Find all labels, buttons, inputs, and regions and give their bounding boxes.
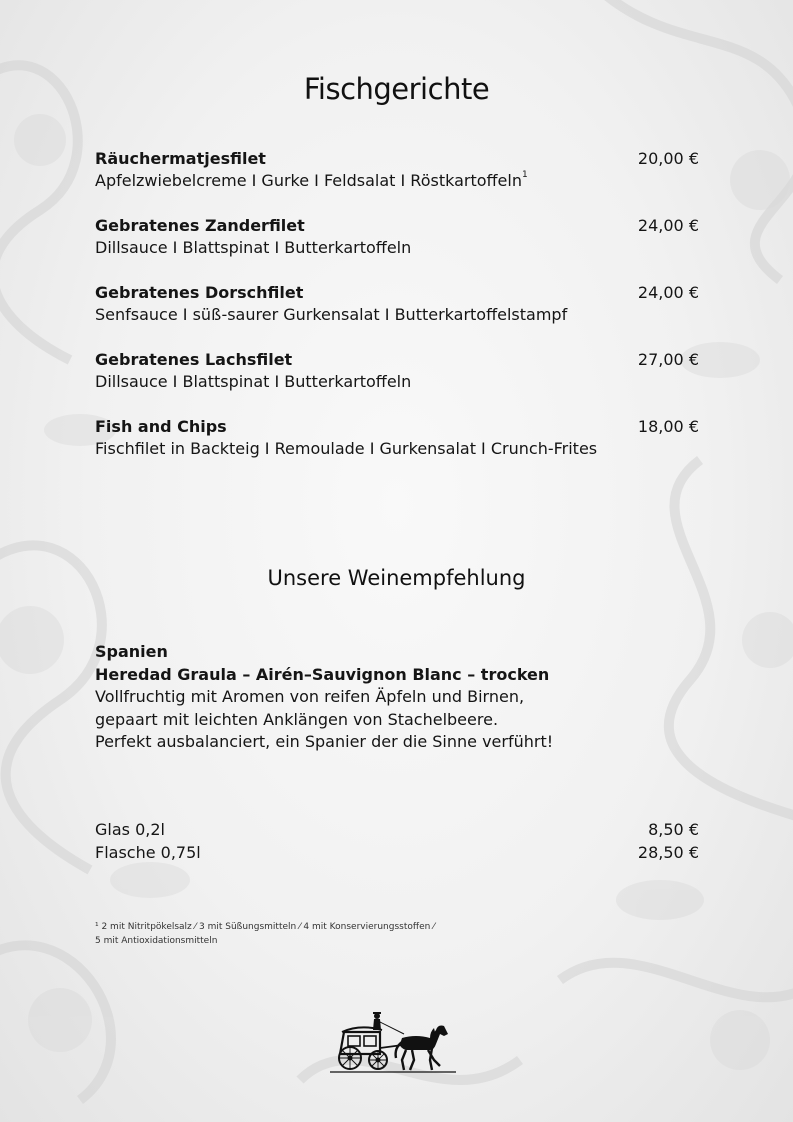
wine-country: Spanien: [95, 642, 168, 661]
dish-item: [95, 149, 699, 191]
dish-name: Gebratenes Dorschfilet: [95, 283, 304, 302]
dish-price: 27,00 €: [637, 350, 699, 369]
dish-item: [95, 283, 699, 325]
dish-description: Apfelzwiebelcreme I Gurke I Feldsalat I Röstkartoffeln$^1$: [95, 170, 528, 190]
footnote-line: ¹ 2 mit Nitritpökelsalz ⁄ 3 mit Süßungsmitteln ⁄ 4 mit Konservierungsstoffen ⁄: [95, 922, 435, 932]
dish-description: Senfsauce I süß-saurer Gurkensalat I Butterkartoffelstampf: [95, 305, 568, 324]
wine-price-row: [95, 843, 699, 865]
wine-name: Heredad Graula – Airén–Sauvignon Blanc – trocken: [95, 664, 550, 684]
dish-description: Dillsauce I Blattspinat I Butterkartoffeln: [95, 372, 412, 391]
footnote-line: 5 mit Antioxidationsmitteln: [95, 936, 218, 946]
wine-description-line: Vollfruchtig mit Aromen von reifen Äpfeln und Birnen,: [95, 687, 525, 706]
dish-description: Dillsauce I Blattspinat I Butterkartoffeln: [95, 238, 412, 257]
dish-price: 18,00 €: [637, 417, 699, 436]
wine-size-label: Flasche 0,75l: [95, 843, 201, 862]
dish-name: Gebratenes Zanderfilet: [95, 216, 305, 235]
dish-price: 24,00 €: [637, 216, 699, 235]
dish-price: 24,00 €: [637, 283, 699, 302]
dish-item: [95, 350, 699, 392]
wine-price-row: [95, 820, 699, 842]
wine-price: 8,50 €: [648, 820, 699, 839]
dish-description: Fischfilet in Backteig I Remoulade I Gurkensalat I Crunch-Frites: [95, 439, 598, 458]
wine-description-line: gepaart mit leichten Anklängen von Stachelbeere.: [95, 709, 499, 729]
dish-item: [95, 417, 699, 459]
section-title-wine: Unsere Weinempfehlung: [267, 566, 526, 590]
dish-name: Gebratenes Lachsfilet: [95, 350, 293, 369]
dish-name: Räuchermatjesfilet: [95, 149, 266, 168]
wine-size-label: Glas 0,2l: [95, 820, 165, 839]
horse-carriage-icon: [330, 1008, 458, 1074]
wine-recommendation: [95, 641, 699, 754]
wine-price: 28,50 €: [637, 843, 699, 862]
footnote: [95, 920, 515, 948]
dish-name: Fish and Chips: [95, 417, 227, 436]
dish-price: 20,00 €: [637, 149, 699, 168]
wine-description-line: Perfekt ausbalanciert, ein Spanier der die Sinne verführt!: [95, 732, 554, 751]
dish-item: [95, 216, 699, 258]
section-title-fish: Fischgerichte: [303, 72, 490, 106]
footnote-mark: 1: [521, 170, 528, 180]
